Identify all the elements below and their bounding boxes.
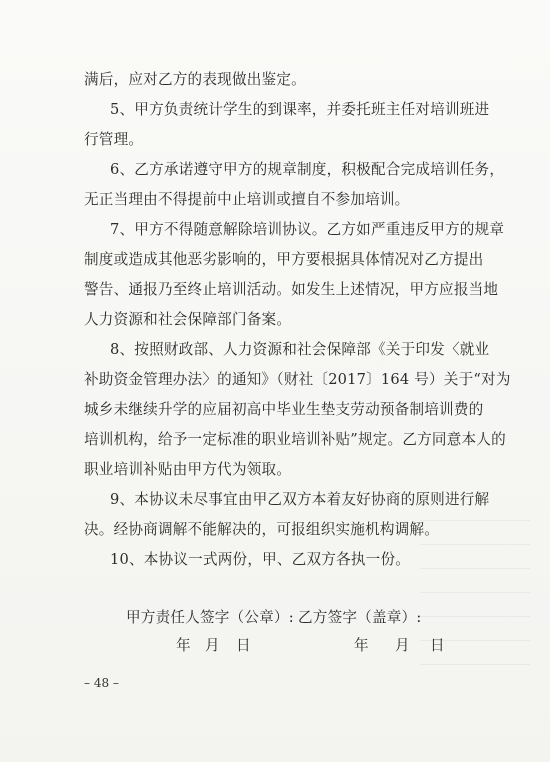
- paragraph-line: 满后，应对乙方的表现做出鉴定。: [84, 71, 306, 88]
- party-b-date-year: 年: [354, 637, 369, 654]
- party-a-date-year: 年: [176, 637, 191, 654]
- paragraph-line: 培训机构，给予一定标准的职业培训补贴”规定。乙方同意本人的: [84, 431, 506, 448]
- party-a-date-month: 月: [205, 637, 220, 654]
- paragraph-line: 9、本协议未尽事宜由甲乙双方本着友好协商的原则进行解: [110, 491, 490, 508]
- paragraph-line: 警告、通报乃至终止培训活动。如发生上述情况，甲方应报当地: [84, 281, 499, 298]
- party-a-date-day: 日: [236, 637, 251, 654]
- paragraph-line: 无正当理由不得提前中止培训或擅自不参加培训。: [84, 191, 410, 208]
- party-a-signature-label: 甲方责任人签字（公章）:: [126, 609, 294, 626]
- party-b-signature-label: 乙方签字（盖章）:: [298, 609, 422, 626]
- paragraph-line: 制度或造成其他恶劣影响的，甲方要根据具体情况对乙方提出: [84, 251, 484, 268]
- paragraph-line: 决。经协商调解不能解决的，可报组织实施机构调解。: [84, 521, 440, 538]
- party-b-date-day: 日: [430, 637, 445, 654]
- paragraph-line: 5、甲方负责统计学生的到课率，并委托班主任对培训班进: [110, 101, 490, 118]
- paragraph-line: 职业培训补贴由甲方代为领取。: [84, 461, 292, 478]
- paragraph-line: 城乡未继续升学的应届初高中毕业生垫支劳动预备制培训费的: [84, 401, 484, 418]
- paragraph-line: 10、本协议一式两份，甲、乙双方各执一份。: [110, 551, 411, 568]
- paragraph-line: 行管理。: [84, 131, 144, 148]
- paragraph-line: 补助资金管理办法〉的通知》（财社〔2017〕164 号）关于“对为: [84, 371, 511, 388]
- show-through-texture: [420, 520, 530, 680]
- party-b-date-month: 月: [395, 637, 410, 654]
- page-number: – 48 –: [84, 676, 119, 690]
- paragraph-line: 人力资源和社会保障部门备案。: [84, 311, 292, 328]
- paragraph-line: 8、按照财政部、人力资源和社会保障部《关于印发〈就业: [110, 341, 490, 358]
- paragraph-line: 7、甲方不得随意解除培训协议。乙方如严重违反甲方的规章: [110, 221, 505, 238]
- paragraph-line: 6、乙方承诺遵守甲方的规章制度，积极配合完成培训任务，: [110, 161, 505, 178]
